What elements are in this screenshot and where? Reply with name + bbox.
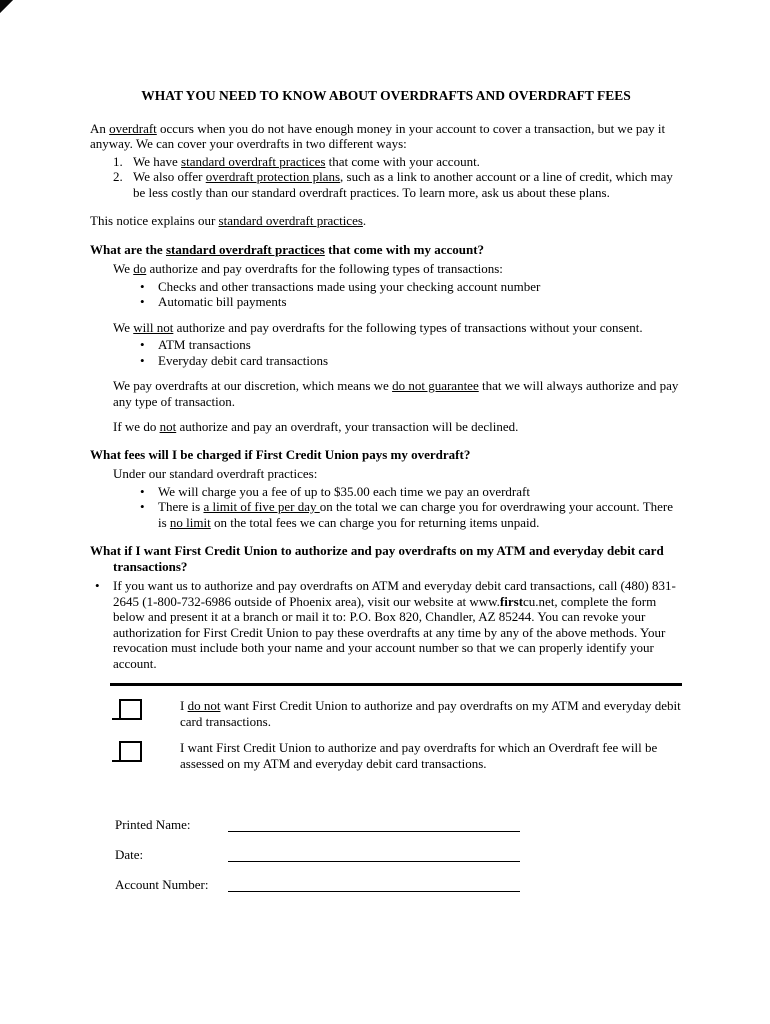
account-number-field-row <box>115 875 682 892</box>
bullet-icon: • <box>140 294 145 309</box>
opt-out-option-row <box>90 698 682 729</box>
list-item-number: 2. <box>113 169 123 184</box>
will-not-authorize-bullets <box>90 337 682 368</box>
list-item-text: We will charge you a fee of up to $35.00 each time we pay an overdraft <box>158 483 530 499</box>
document-title: WHAT YOU NEED TO KNOW ABOUT OVERDRAFTS AND OVERDRAFT FEES <box>141 88 631 103</box>
list-item <box>140 279 682 295</box>
fees-intro-paragraph: Under our standard overdraft practices: <box>113 466 318 481</box>
account-number-label: Account Number: <box>115 876 209 892</box>
list-item-text: We also offer overdraft protection plans, such as a link to another account or a line of credit, which may be less costly than our standard overdraft practices. To learn more, ask us about these plans. <box>133 169 673 200</box>
bullet-icon: • <box>140 352 145 368</box>
list-item-text: If you want us to authorize and pay overdrafts on ATM and everyday debit card transactions, call (480) 831-2645 (1-800-732-6986 outside of Phoenix area), visit our website at www.firstcu.net, complete the form below and present it at a branch or mail it to: P.O. Box 820, Chandler, AZ 85244. You can revoke your authorization for First Credit Union to pay these overdrafts at any time by any of the above methods. Your revocation must include both your name and your account number so that we can properly identify your account. <box>113 578 676 671</box>
section-heading-opt-in: What if I want First Credit Union to authorize and pay overdrafts on my ATM and everyday debit card transactions? <box>90 543 664 574</box>
discretion-paragraph: We pay overdrafts at our discretion, which means we do not guarantee that we will always authorize and pay any type of transaction. <box>113 378 679 409</box>
date-input-line[interactable] <box>228 845 520 862</box>
list-item-text: Automatic bill payments <box>158 294 287 309</box>
bullet-icon: • <box>140 499 145 514</box>
list-item <box>113 169 682 200</box>
printed-name-label: Printed Name: <box>115 816 191 832</box>
do-authorize-bullets <box>90 279 682 310</box>
list-item-text: We have standard overdraft practices that come with your account. <box>133 153 480 169</box>
account-number-input-line[interactable] <box>228 875 520 892</box>
list-item-text: ATM transactions <box>158 337 251 352</box>
list-item <box>140 484 682 500</box>
declined-paragraph: If we do not authorize and pay an overdraft, your transaction will be declined. <box>113 419 519 434</box>
notice-paragraph: This notice explains our standard overdraft practices. <box>90 213 367 228</box>
section-heading-fees: What fees will I be charged if First Credit Union pays my overdraft? <box>90 446 471 462</box>
do-authorize-paragraph: We do authorize and pay overdrafts for the following types of transactions: <box>113 261 503 276</box>
opt-out-label: I do not want First Credit Union to authorize and pay overdrafts on my ATM and everyday debit card transactions. <box>180 698 681 729</box>
list-item-text: There is a limit of five per day on the total we can charge you for overdrawing your account. There is no limit on the total fees we can charge you for returning items unpaid. <box>158 499 674 530</box>
list-item <box>140 337 682 353</box>
date-field-row <box>115 845 682 862</box>
opt-out-checkbox[interactable] <box>112 698 180 724</box>
signature-fields <box>115 815 682 892</box>
bullet-icon: • <box>95 578 100 593</box>
list-item-text: Checks and other transactions made using your checking account number <box>158 278 541 294</box>
opt-in-option-row <box>90 740 682 771</box>
fees-bullets <box>90 484 682 531</box>
list-item-number: 1. <box>113 153 123 169</box>
list-item-text: Everyday debit card transactions <box>158 352 329 368</box>
checkbox-box-icon <box>119 741 142 762</box>
printed-name-input-line[interactable] <box>228 815 520 832</box>
will-not-authorize-paragraph: We will not authorize and pay overdrafts for the following types of transactions without your consent. <box>113 319 643 335</box>
opt-in-label: I want First Credit Union to authorize and pay overdrafts for which an Overdraft fee will be assessed on my ATM and everyday debit card transactions. <box>180 740 658 771</box>
list-item <box>113 154 682 170</box>
list-item <box>140 353 682 369</box>
opt-in-instructions <box>90 578 682 671</box>
intro-paragraph: An overdraft occurs when you do not have enough money in your account to cover a transaction, but we pay it anyway. We can cover your overdrafts in two different ways: <box>90 120 666 151</box>
list-item <box>140 499 682 530</box>
section-divider <box>110 683 682 686</box>
intro-numbered-list <box>90 154 682 201</box>
scan-artifact <box>0 0 17 15</box>
section-heading-standard-practices: What are the standard overdraft practices that come with my account? <box>90 241 485 257</box>
bullet-icon: • <box>140 337 145 352</box>
bullet-icon: • <box>140 483 145 499</box>
date-label: Date: <box>115 846 144 862</box>
checkbox-box-icon <box>119 699 142 720</box>
printed-name-field-row <box>115 815 682 832</box>
list-item <box>140 294 682 310</box>
bullet-icon: • <box>140 278 145 294</box>
opt-in-checkbox[interactable] <box>112 740 180 766</box>
